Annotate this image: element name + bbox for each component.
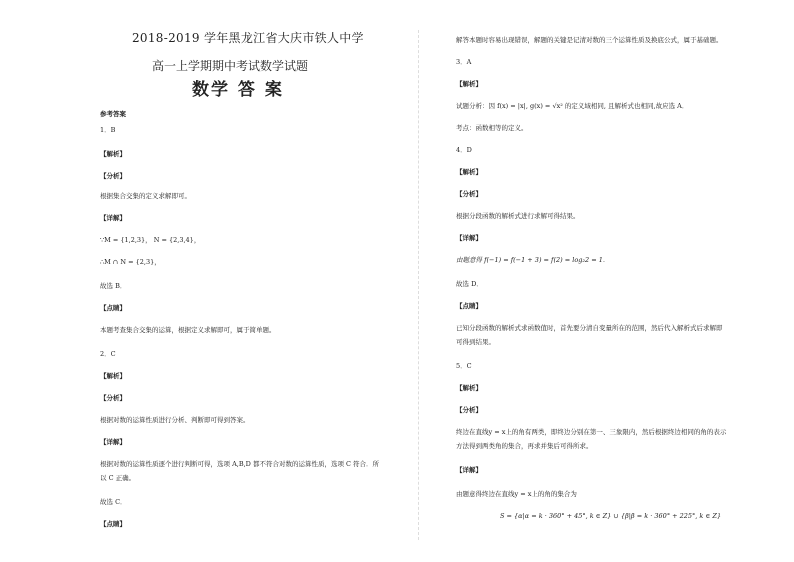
q4-dianjing-tag: 【点睛】 bbox=[456, 302, 482, 310]
q3-text: 试题分析：因 f(x) = |x|, g(x) = √x² 的定义域相同, 且解析式也相同,故应选 A． bbox=[456, 102, 689, 110]
q5-fenxi-line-1: 终边在直线y = x上的角有两类，即终边分别在第一、三象限内，然后根据终边相同的角的表示 bbox=[456, 428, 727, 436]
q5-analysis-tag: 【解析】 bbox=[456, 384, 482, 392]
q4-line-1: 由题意得 f(−1) = f(−1 + 3) = f(2) = log₂2 = 1． bbox=[456, 256, 610, 264]
q5-fenxi-tag: 【分析】 bbox=[456, 406, 482, 414]
title-line-2: 高一上学期期中考试数学试题 bbox=[152, 59, 309, 73]
q1-fenxi-tag: 【分析】 bbox=[100, 172, 126, 180]
q2-analysis-tag: 【解析】 bbox=[100, 372, 126, 380]
q2-conclusion: 解答本题时容易出现错误，解题的关键是记清对数的三个运算性质及换底公式，属于基础题。 bbox=[456, 36, 723, 44]
q1-line-1: ∵M = {1,2,3}， N = {2,3,4}， bbox=[100, 236, 201, 244]
q4-fenxi-tag: 【分析】 bbox=[456, 190, 482, 198]
q2-xiangjie-tag: 【详解】 bbox=[100, 438, 126, 446]
q1-line-2: ∴M ∩ N = {2,3}， bbox=[100, 258, 161, 266]
q2-dianjing-tag: 【点睛】 bbox=[100, 520, 126, 528]
reference-answer-label: 参考答案 bbox=[100, 110, 126, 118]
q2-line-2: 以 C 正确。 bbox=[100, 474, 136, 482]
q5-formula: S = {α|α = k · 360° + 45°, k ∈ Z} ∪ {β|β = k · 360° + 225°, k ∈ Z} bbox=[500, 512, 721, 520]
q3-analysis-tag: 【解析】 bbox=[456, 80, 482, 88]
column-divider bbox=[418, 30, 419, 540]
title-line-1: 2018-2019 学年黑龙江省大庆市铁人中学 bbox=[132, 31, 364, 45]
q4-fenxi-text: 根据分段函数的解析式进行求解可得结果。 bbox=[456, 212, 580, 220]
q3-number: 3．A bbox=[456, 58, 472, 66]
q1-xiangjie-tag: 【详解】 bbox=[100, 214, 126, 222]
q4-dianjing-line-1: 已知分段函数的解析式求函数值时，首先要分清自变量所在的范围，然后代入解析式后求解即 bbox=[456, 324, 723, 332]
q2-line-3: 故选 C． bbox=[100, 498, 127, 506]
q1-fenxi-text: 根据集合交集的定义求解即可。 bbox=[100, 192, 191, 200]
q1-dianjing-tag: 【点睛】 bbox=[100, 304, 126, 312]
q2-fenxi-tag: 【分析】 bbox=[100, 394, 126, 402]
q1-line-3: 故选 B． bbox=[100, 282, 127, 290]
q2-line-1: 根据对数的运算性质逐个进行判断可得，选项 A,B,D 都不符合对数的运算性质，选项 C 符合．所 bbox=[100, 460, 380, 468]
q4-dianjing-line-2: 可得到结果。 bbox=[456, 338, 495, 346]
q1-analysis-tag: 【解析】 bbox=[100, 150, 126, 158]
q2-fenxi-text: 根据对数的运算性质进行分析、判断即可得到答案。 bbox=[100, 416, 250, 424]
q3-kaodian: 考点：函数相等的定义。 bbox=[456, 124, 528, 132]
q5-line-1: 由题意得终边在直线y = x上的角的集合为 bbox=[456, 490, 577, 498]
q4-analysis-tag: 【解析】 bbox=[456, 168, 482, 176]
q1-dianjing-text: 本题考查集合交集的运算，根据定义求解即可，属于简单题。 bbox=[100, 326, 276, 334]
q2-number: 2．C bbox=[100, 350, 116, 358]
q4-xiangjie-tag: 【详解】 bbox=[456, 234, 482, 242]
q4-number: 4．D bbox=[456, 146, 472, 154]
q5-xiangjie-tag: 【详解】 bbox=[456, 466, 482, 474]
title-line-3: 数学 答 案 bbox=[192, 80, 284, 100]
q1-number: 1．B bbox=[100, 126, 116, 134]
q5-fenxi-line-2: 方法得到两类角的集合，再求并集后可得所求。 bbox=[456, 442, 593, 450]
q4-line-2: 故选 D． bbox=[456, 280, 483, 288]
q5-number: 5．C bbox=[456, 362, 472, 370]
